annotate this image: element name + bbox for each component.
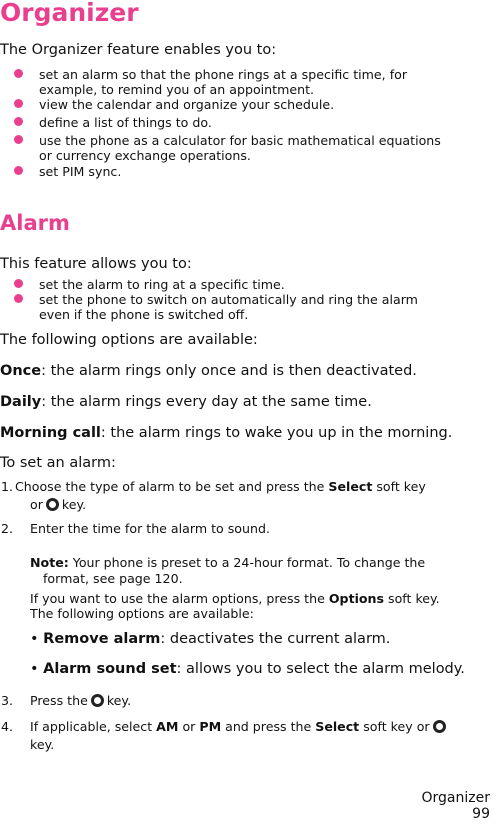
option-once [0, 363, 417, 379]
bullet-dot-icon [14, 99, 23, 108]
sub-option-alarm-sound-set: • Alarm sound set: allows you to select the alarm melody. [30, 661, 465, 677]
intro-text: The Organizer feature enables you to: [0, 42, 277, 58]
sub-option-remove-alarm: • Remove alarm: deactivates the current alarm. [30, 631, 391, 647]
option-desc: : the alarm rings only once and is then deactivated. [41, 363, 417, 379]
am-label: AM [156, 719, 179, 734]
bullet-text: view the calendar and organize your schedule. [39, 97, 335, 112]
bullet-text: use the phone as a calculator for basic mathematical equations [39, 133, 441, 148]
alarm-intro: This feature allows you to: [0, 256, 192, 272]
bullet-dot-icon [14, 69, 23, 78]
select-key-label: Select [315, 719, 360, 734]
footer-page-number: 99 [472, 806, 490, 822]
option-daily [0, 394, 372, 410]
step-number: 3. [1, 693, 14, 708]
alarm-heading: Alarm [0, 211, 70, 235]
option-desc: : the alarm rings to wake you up in the morning. [100, 425, 453, 441]
bullet-text: set the phone to switch on automatically and ring the alarm [39, 292, 418, 307]
page-title: Organizer [0, 0, 139, 27]
set-alarm-intro: To set an alarm: [0, 455, 116, 471]
pm-label: PM [199, 719, 222, 734]
sub-option-term: Remove alarm [43, 631, 161, 647]
options-intro: The following options are available: [0, 332, 258, 348]
bullet-dot-icon [14, 166, 23, 175]
bullet-dot-icon [14, 294, 23, 303]
option-morning-call [0, 425, 452, 441]
bullet-text: set the alarm to ring at a specific time. [39, 277, 285, 292]
option-desc: : the alarm rings every day at the same time. [41, 394, 372, 410]
bullet-text: set PIM sync. [39, 164, 122, 179]
footer-section: Organizer [421, 790, 490, 806]
ok-key-icon [46, 498, 59, 511]
option-term: Daily [0, 394, 42, 410]
bullet-dot-icon [14, 117, 23, 126]
bullet-dot-icon [14, 279, 23, 288]
note: Note: Your phone is preset to a 24-hour format. To change the [30, 555, 426, 570]
step-number: 2. [1, 521, 14, 536]
sub-option-term: Alarm sound set [43, 661, 177, 677]
option-term: Morning call [0, 425, 101, 441]
options-instruction-line2: The following options are available: [30, 606, 254, 621]
ok-key-icon [433, 720, 446, 733]
select-key-label: Select [328, 479, 373, 494]
bullet-text: define a list of things to do. [39, 115, 212, 130]
bullet-text: set an alarm so that the phone rings at a specific time, for [39, 67, 408, 82]
option-term: Once [0, 363, 42, 379]
bullet-dot-icon [14, 135, 23, 144]
ok-key-icon [91, 694, 104, 707]
step-number: 1. [1, 479, 14, 494]
note-line2: format, see page 120. [43, 571, 183, 586]
note-label: Note: [30, 555, 69, 570]
bullet-text: even if the phone is switched off. [39, 307, 249, 322]
options-instruction: If you want to use the alarm options, press the Options soft key. [30, 591, 440, 606]
bullet-text: or currency exchange operations. [39, 148, 251, 163]
step-number: 4. [1, 719, 14, 734]
options-key-label: Options [328, 591, 385, 606]
bullet-text: example, to remind you of an appointment. [39, 82, 315, 97]
